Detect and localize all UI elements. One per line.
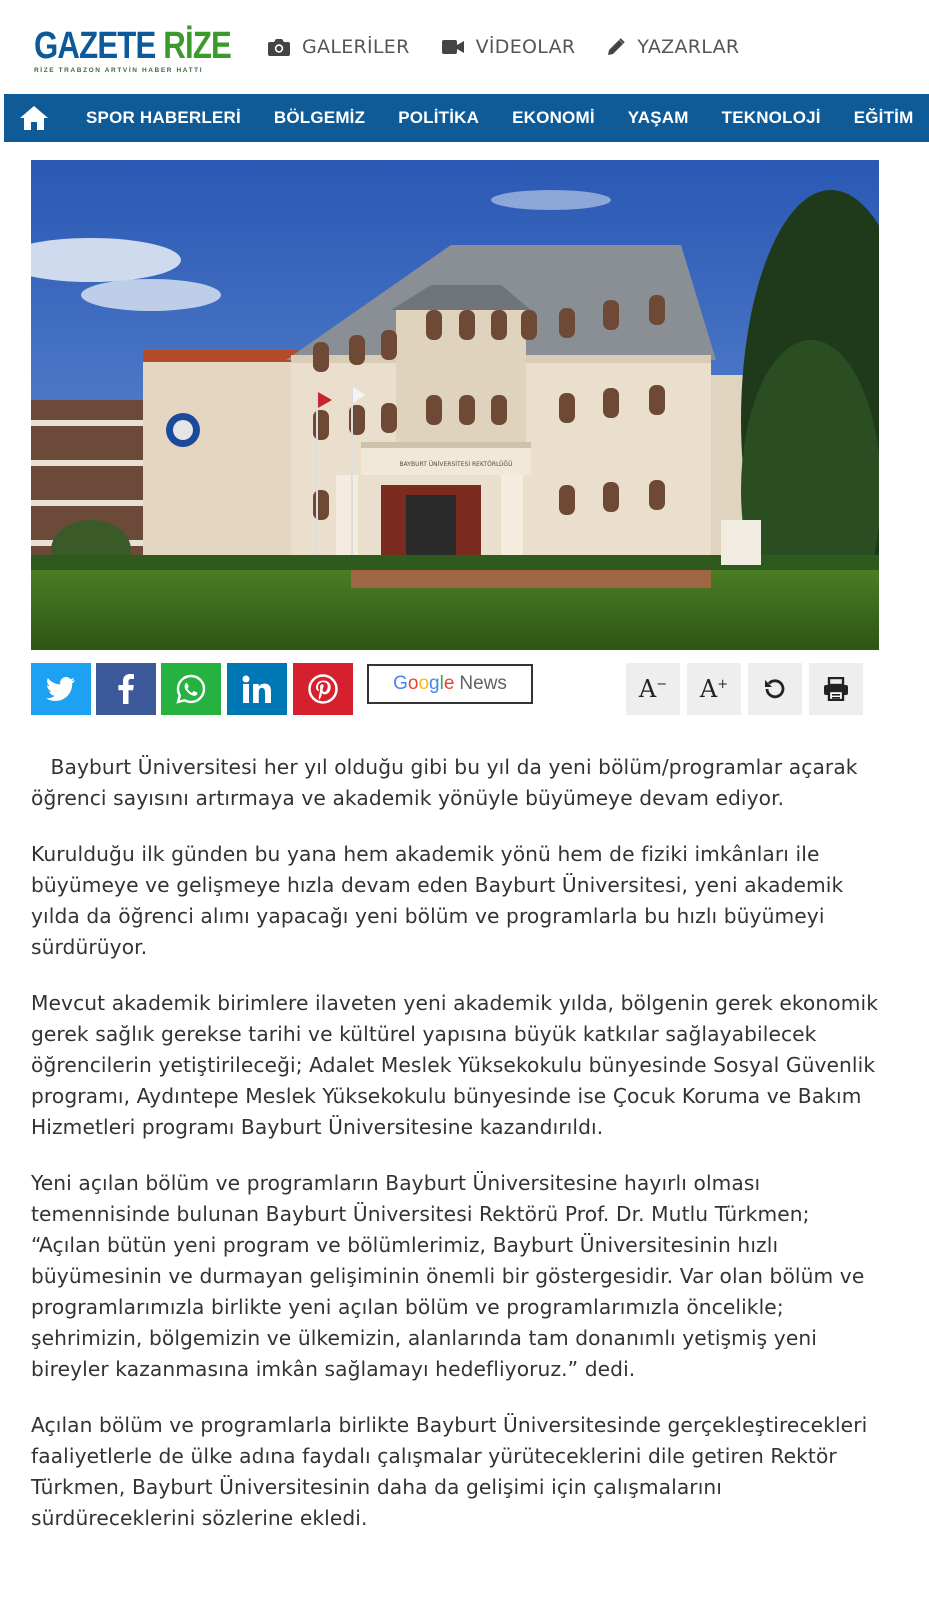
font-increase-icon: A+ — [699, 675, 729, 703]
camera-icon — [268, 38, 290, 56]
main-navigation — [4, 94, 929, 142]
whatsapp-icon — [176, 674, 206, 704]
logo-wordmark: GAZETE RİZE — [34, 25, 232, 67]
google-logo: Google — [393, 673, 455, 694]
pinterest-share-button[interactable] — [293, 663, 353, 715]
nav-item-bolgemiz[interactable]: BÖLGEMİZ — [273, 108, 366, 127]
nav-item-egitim[interactable]: EĞİTİM — [853, 108, 914, 127]
facebook-share-button[interactable] — [96, 663, 156, 715]
nav-item-yasam[interactable]: YAŞAM — [627, 108, 689, 127]
facebook-icon — [118, 674, 134, 704]
linkedin-icon — [242, 675, 272, 703]
article-paragraph: Yeni açılan bölüm ve programların Bayburt Üniversitesine hayırlı olması temennisinde bulunan Bayburt Üniversitesi Rektörü Prof. Dr. Mutlu Türkmen; “Açılan bütün yeni program ve bölümlerimiz, Bayburt Üniversitesinin hızlı büyümesinin ve durmayan gelişiminin önemli bir göstergesidir. Var olan bölüm ve programlarımızla birlikte yeni açılan bölüm ve programlarımızla öncelikle; şehrimizin, bölgemizin ve ülkemizin, alanlarında tam donanımlı yetişmiş yeni bireyler kazanmasına imkân sağlamayı hedefliyoruz.” dedi. — [31, 1171, 865, 1381]
reset-font-button[interactable] — [748, 663, 802, 715]
site-logo[interactable] — [34, 25, 232, 74]
video-camera-icon — [442, 39, 464, 55]
article-paragraph: Açılan bölüm ve programlarla birlikte Bayburt Üniversitesinde gerçekleştirecekleri faaliyetlerle de ülke adına faydalı çalışmalar yürüteceklerini dile getiren Rektör Türkmen, Bayburt Üniversitesinin daha da gelişimi için çalışmalarını sürdüreceklerini sözlerine ekledi. — [31, 1413, 868, 1530]
font-decrease-icon: A− — [638, 675, 668, 703]
share-toolbar — [31, 663, 879, 715]
print-button[interactable] — [809, 663, 863, 715]
twitter-share-button[interactable] — [31, 663, 91, 715]
nav-item-teknoloji[interactable]: TEKNOLOJİ — [721, 108, 821, 127]
google-news-label: News — [459, 673, 507, 694]
home-icon — [19, 105, 49, 131]
article-paragraph: Bayburt Üniversitesi her yıl olduğu gibi bu yıl da yeni bölüm/programlar açarak öğrenci sayısını artırmaya ve akademik yönüyle büyümeye devam ediyor. — [31, 755, 858, 810]
decrease-font-button[interactable] — [626, 663, 680, 715]
galleries-label: GALERİLER — [302, 36, 410, 58]
logo-tagline: RİZE TRABZON ARTVİN HABER HATTI — [34, 67, 204, 74]
videos-link[interactable] — [442, 36, 576, 58]
nav-home-button[interactable] — [4, 94, 64, 142]
authors-link[interactable] — [607, 36, 739, 58]
nav-item-ekonomi[interactable]: EKONOMİ — [512, 108, 595, 127]
authors-label: YAZARLAR — [637, 36, 740, 58]
nav-item-spor[interactable]: SPOR HABERLERİ — [86, 108, 241, 127]
article-hero-image — [31, 160, 879, 650]
pinterest-icon — [308, 674, 338, 704]
article-body — [31, 752, 881, 1559]
pencil-icon — [607, 38, 625, 56]
top-links — [268, 36, 771, 58]
print-icon — [823, 677, 849, 701]
refresh-icon — [763, 677, 787, 701]
galleries-link[interactable] — [268, 36, 410, 58]
linkedin-share-button[interactable] — [227, 663, 287, 715]
increase-font-button[interactable] — [687, 663, 741, 715]
videos-label: VİDEOLAR — [475, 36, 576, 58]
google-news-button[interactable] — [367, 664, 533, 704]
nav-item-politika[interactable]: POLİTİKA — [398, 108, 480, 127]
article-paragraph: Mevcut akademik birimlere ilaveten yeni akademik yılda, bölgenin gerek ekonomik gerek sağlık gerekse tarihi ve kültürel yapısına büyük katkılar sağlayabilecek öğrencilerin yetiştirileceği; Adalet Meslek Yüksekokulu bünyesinde Sosyal Güvenlik programı, Aydıntepe Meslek Yüksekokulu bünyesinde ise Çocuk Koruma ve Bakım Hizmetleri programı Bayburt Üniversitesine kazandırıldı. — [31, 991, 878, 1139]
building-sign: BAYBURT ÜNİVERSİTESİ REKTÖRLÜĞÜ — [399, 461, 513, 468]
whatsapp-share-button[interactable] — [161, 663, 221, 715]
article-paragraph: Kurulduğu ilk günden bu yana hem akademik yönü hem de fiziki imkânları ile büyümeye ve gelişmeye hızla devam eden Bayburt Üniversitesi, yeni akademik yılda da öğrenci alımı yapacağı yeni bölüm ve programlarla bu hızlı büyümeyi sürdürüyor. — [31, 842, 844, 959]
site-header — [0, 0, 929, 94]
twitter-icon — [46, 677, 76, 701]
